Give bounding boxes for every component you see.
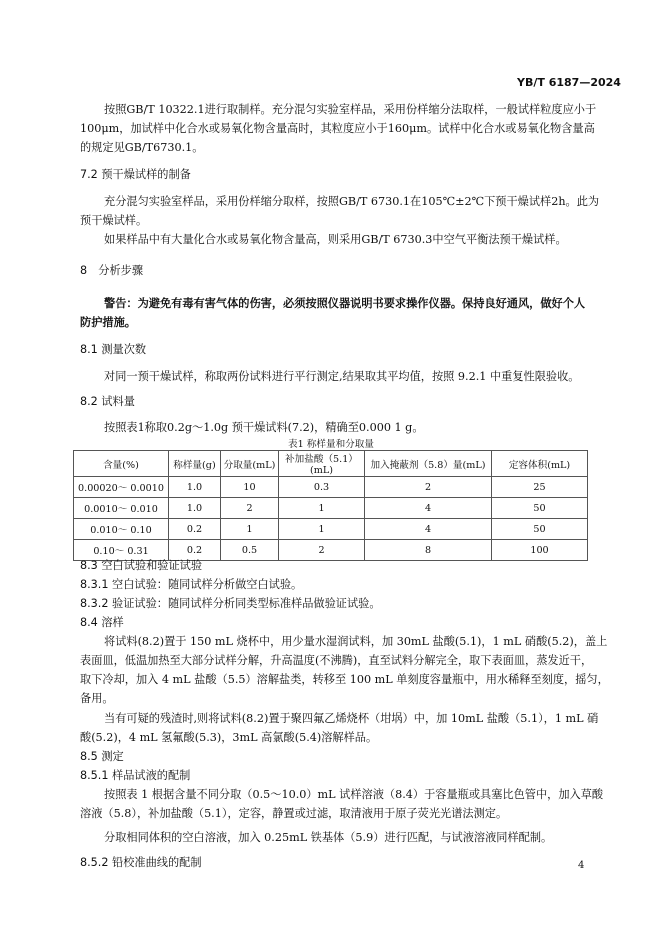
section-8-5-heading: 8.5 测定: [80, 750, 124, 763]
s84-p1-line-2: 表面皿，低温加热至大部分试样分解，升高温度(不沸腾)，直至试料分解完全，取下表面皿，蒸发近干，: [80, 654, 593, 667]
s851-p2-line: 分取相同体积的空白溶液，加入 0.25mL 铁基体（5.9）进行匹配，与试液溶液同样配制。: [104, 831, 553, 844]
s84-p2-line-1: 当有可疑的残渣时,则将试料(8.2)置于聚四氟乙烯烧杯（坩埚）中，加 10mL 盐酸（5.1），1 mL 硝: [104, 712, 599, 725]
table-cell: 50: [492, 498, 588, 519]
col-header-sample-mass: 称样量(g): [169, 451, 221, 477]
table-cell: 2: [279, 540, 365, 561]
table-cell: 0.010～ 0.10: [74, 519, 169, 540]
section-8-3-heading: 8.3 空白试验和验证试验: [80, 559, 203, 572]
table-cell: 0.5: [221, 540, 279, 561]
table-cell: 1: [279, 519, 365, 540]
s851-p1-line-1: 按照表 1 根据含量不同分取（0.5～10.0）mL 试样溶液（8.4）于容量瓶或具塞比色管中，加入草酸: [104, 788, 604, 801]
section-8-4-heading: 8.4 溶样: [80, 616, 124, 629]
col-header-volume: 定容体积(mL): [492, 451, 588, 477]
s84-p2-line-2: 酸(5.2)，4 mL 氢氟酸(5.3)，3mL 高氯酸(5.4)溶解样品。: [80, 731, 378, 744]
section-7-2-heading: 7.2 预干燥试样的制备: [80, 168, 191, 181]
section-8-5-1-heading: 8.5.1 样品试液的配制: [80, 769, 191, 782]
table-cell: 0.3: [279, 477, 365, 498]
warning-line-1: 警告：为避免有毒有害气体的伤害，必须按照仪器说明书要求操作仪器。保持良好通风，做好个人: [104, 297, 586, 310]
intro-line-2: 100μm，加试样中化合水或易氧化物含量高时，其粒度应小于160μm。试样中化合水或易氧化物含量高: [80, 122, 595, 135]
s81-line: 对同一预干燥试样，称取两份试料进行平行测定,结果取其平均值，按照 9.2.1 中重复性限验收。: [104, 370, 580, 383]
table-cell: 2: [365, 477, 492, 498]
s84-p1-line-4: 备用。: [80, 692, 114, 705]
s82-line: 按照表1称取0.2g～1.0g 预干燥试料(7.2)，精确至0.000 1 g。: [104, 421, 424, 434]
table-cell: 0.00020～ 0.0010: [74, 477, 169, 498]
page-number: 4: [578, 860, 585, 871]
table-row: [74, 519, 588, 540]
table-cell: 0.10～ 0.31: [74, 540, 169, 561]
table-cell: 100: [492, 540, 588, 561]
table-cell: 1: [221, 519, 279, 540]
table-cell: 25: [492, 477, 588, 498]
table-cell: 1.0: [169, 498, 221, 519]
document-id: YB/T 6187—2024: [517, 76, 621, 89]
s84-p1-line-3: 取下冷却，加入 4 mL 盐酸（5.5）溶解盐类，转移至 100 mL 单刻度容量瓶中，用水稀释至刻度，摇匀，: [80, 673, 609, 686]
table-cell: 1: [279, 498, 365, 519]
section-8-1-heading: 8.1 测量次数: [80, 343, 147, 356]
intro-line-3: 的规定见GB/T6730.1。: [80, 141, 204, 154]
s72-line-2: 预干燥试样。: [80, 214, 148, 227]
col-header-aliquot: 分取量(mL): [221, 451, 279, 477]
col-header-masking-agent: 加入掩蔽剂（5.8）量(mL): [365, 451, 492, 477]
table-row: [74, 477, 588, 498]
warning-line-2: 防护措施。: [80, 316, 136, 329]
table-cell: 0.0010～ 0.010: [74, 498, 169, 519]
s851-p1-line-2: 溶液（5.8），补加盐酸（5.1），定容，静置或过滤，取清液用于原子荧光光谱法测定。: [80, 807, 508, 820]
table-cell: 10: [221, 477, 279, 498]
table-cell: 1.0: [169, 477, 221, 498]
table-caption: 表1 称样量和分取量: [288, 439, 374, 450]
table-cell: 2: [221, 498, 279, 519]
section-8-2-heading: 8.2 试料量: [80, 395, 135, 408]
s84-p1-line-1: 将试料(8.2)置于 150 mL 烧杯中，用少量水湿润试料，加 30mL 盐酸(5.1)，1 mL 硝酸(5.2)，盖上: [104, 635, 608, 648]
intro-line-1: 按照GB/T 10322.1进行取制样。充分混匀实验室样品，采用份样缩分法取样，一般试样粒度应小于: [104, 103, 597, 116]
s72-line-3: 如果样品中有大量化合水或易氧化物含量高，则采用GB/T 6730.3中空气平衡法预干燥试样。: [104, 233, 567, 246]
table-cell: 8: [365, 540, 492, 561]
table-cell: 4: [365, 519, 492, 540]
col-header-content: 含量(%): [74, 451, 169, 477]
table-row: [74, 498, 588, 519]
section-8-heading: 8 分析步骤: [80, 264, 144, 277]
s83-blank-test: 8.3.1 空白试验：随同试样分析做空白试验。: [80, 578, 303, 591]
table-cell: 4: [365, 498, 492, 519]
sample-table: [73, 450, 588, 561]
table-header-row: [74, 451, 588, 477]
section-8-5-2-heading: 8.5.2 铅校准曲线的配制: [80, 856, 202, 869]
table-cell: 0.2: [169, 540, 221, 561]
s72-line-1: 充分混匀实验室样品，采用份样缩分取样，按照GB/T 6730.1在105℃±2℃下预干燥试样2h。此为: [104, 195, 600, 208]
table-cell: 50: [492, 519, 588, 540]
s83-verification-test: 8.3.2 验证试验：随同试样分析同类型标准样品做验证试验。: [80, 597, 381, 610]
col-header-hcl: 补加盐酸（5.1）(mL): [279, 451, 365, 477]
table-cell: 0.2: [169, 519, 221, 540]
